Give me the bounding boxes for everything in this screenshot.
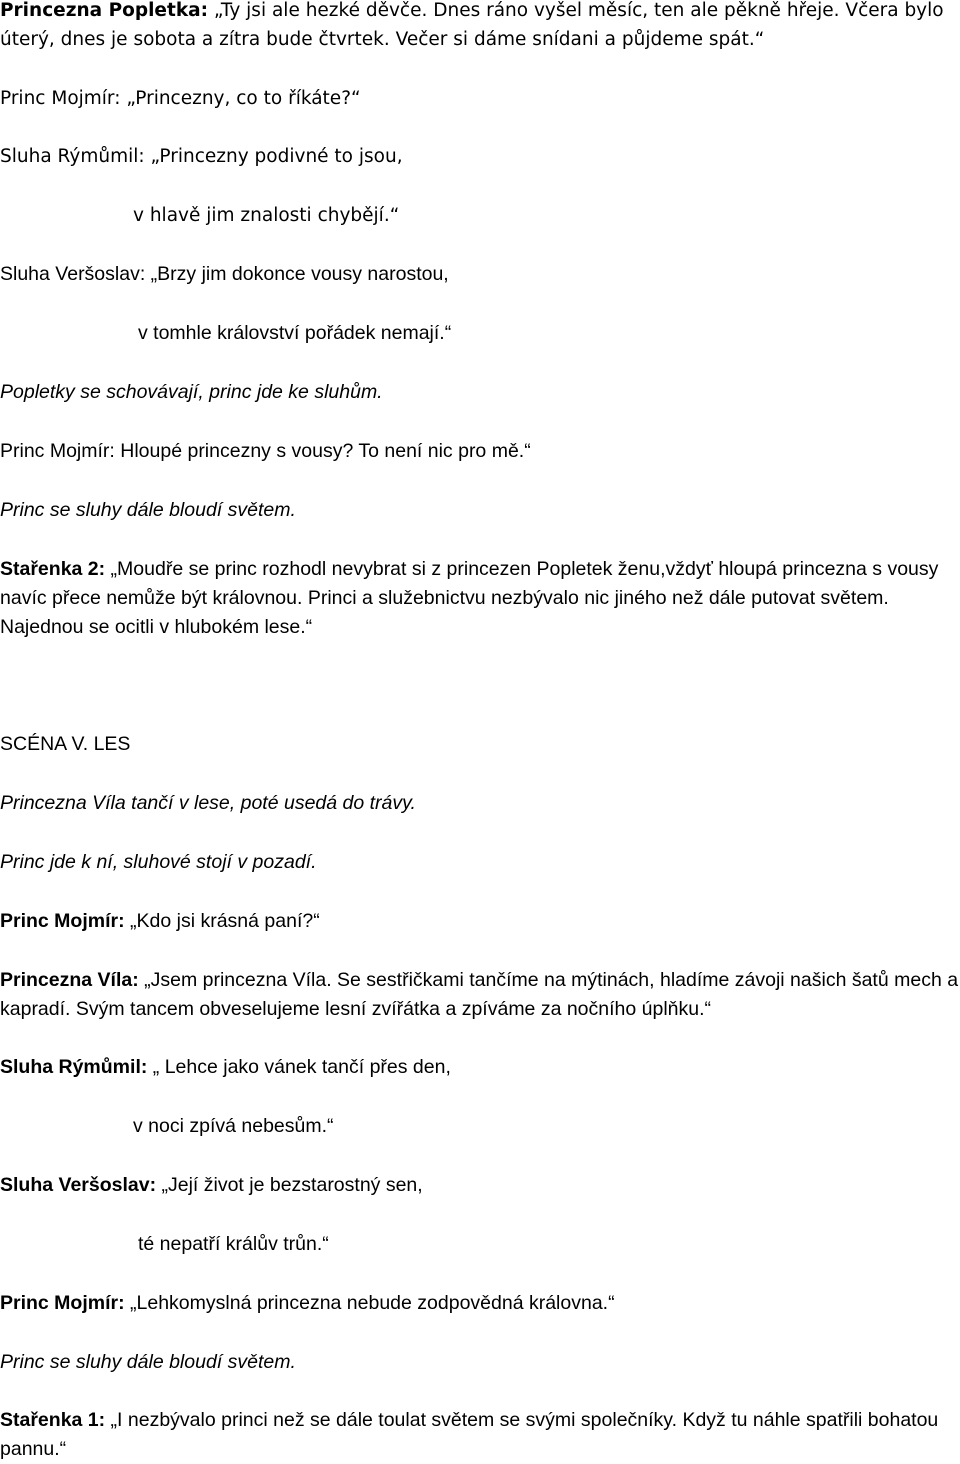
dialogue-line xyxy=(0,1171,960,1200)
line-text: Princ se sluhy dále bloudí světem. xyxy=(0,1351,296,1373)
stage-direction xyxy=(0,1348,960,1377)
line-text: „Princezny, co to říkáte?“ xyxy=(120,88,361,109)
line-text: Popletky se schovávají, princ jde ke sluhům. xyxy=(0,381,383,403)
narration-line xyxy=(0,1406,960,1464)
speaker-name: Princ Mojmír: xyxy=(0,88,121,109)
narration-line xyxy=(0,555,960,642)
speaker-name: Stařenka 2: xyxy=(0,558,106,580)
line-text: „Její život je bezstarostný sen, xyxy=(156,1174,423,1196)
line-text: „I nezbývalo princi než se dále toulat světem se svými společníky. Když tu náhle spatřili bohatou pannu.“ xyxy=(0,1409,939,1460)
speaker-name: Sluha Rýmůmil: xyxy=(0,1056,148,1078)
line-text: Princezna Víla tančí v lese, poté usedá do trávy. xyxy=(0,792,416,814)
line-text: v tomhle království pořádek nemají.“ xyxy=(138,322,452,344)
line-text: „Princezny podivné to jsou, xyxy=(144,146,403,167)
line-text: „Jsem princezna Víla. Se sestřičkami tančíme na mýtinách, hladíme závoji našich šatů mech a kapradí. Svým tancem obveselujeme lesní zvířátka a zpíváme za nočního úplňku.“ xyxy=(0,969,959,1020)
line-text: v noci zpívá nebesům.“ xyxy=(133,1115,334,1137)
dialogue-line xyxy=(0,0,960,54)
speaker-name: Princezna Popletka: xyxy=(0,0,208,21)
stage-direction xyxy=(0,378,960,407)
line-text: „ Lehce jako vánek tančí přes den, xyxy=(147,1056,451,1078)
dialogue-line xyxy=(0,260,960,289)
dialogue-line xyxy=(0,437,960,466)
line-text: „Kdo jsi krásná paní?“ xyxy=(124,910,320,932)
line-text: Hloupé princezny s vousy? To není nic pro mě.“ xyxy=(114,440,531,462)
verse-continuation xyxy=(138,319,960,348)
speaker-name: Stařenka 1: xyxy=(0,1409,106,1431)
dialogue-line xyxy=(0,966,960,1024)
speaker-name: Sluha Veršoslav: xyxy=(0,1174,157,1196)
line-text: „Lehkomyslná princezna nebude zodpovědná královna.“ xyxy=(124,1292,615,1314)
stage-direction xyxy=(0,848,960,877)
line-text: SCÉNA V. LES xyxy=(0,733,131,755)
line-text: Princ se sluhy dále bloudí světem. xyxy=(0,499,296,521)
dialogue-line xyxy=(0,142,960,171)
dialogue-line xyxy=(0,1289,960,1318)
verse-continuation xyxy=(133,201,960,230)
line-text: „Moudře se princ rozhodl nevybrat si z princezen Popletek ženu,vždyť hloupá princezna s vousy navíc přece nemůže být královnou. Princi a služebnictvu nezbývalo nic jiného než dále putovat světem. Najednou se ocitli v hlubokém lese.“ xyxy=(0,558,939,638)
verse-continuation xyxy=(133,1112,960,1141)
speaker-name: Princezna Víla: xyxy=(0,969,139,991)
speaker-name: Princ Mojmír: xyxy=(0,910,125,932)
speaker-name: Sluha Rýmůmil: xyxy=(0,146,145,167)
line-text: v hlavě jim znalosti chybějí.“ xyxy=(133,205,400,226)
line-text: „Ty jsi ale hezké děvče. Dnes ráno vyšel měsíc, ten ale pěkně hřeje. Včera bylo úterý, dnes je sobota a zítra bude čtvrtek. Večer si dáme snídani a půjdeme spát.“ xyxy=(0,0,944,50)
speaker-name: Princ Mojmír: xyxy=(0,1292,125,1314)
speaker-name: Princ Mojmír: xyxy=(0,440,115,462)
stage-direction xyxy=(0,496,960,525)
verse-continuation xyxy=(138,1230,960,1259)
dialogue-line xyxy=(0,907,960,936)
stage-direction xyxy=(0,789,960,818)
line-text: Princ jde k ní, sluhové stojí v pozadí. xyxy=(0,851,317,873)
line-text: „Brzy jim dokonce vousy narostou, xyxy=(145,263,449,285)
dialogue-line xyxy=(0,1053,960,1082)
scene-heading xyxy=(0,730,960,759)
speaker-name: Sluha Veršoslav: xyxy=(0,263,146,285)
dialogue-line xyxy=(0,84,960,113)
line-text: té nepatří králův trůn.“ xyxy=(138,1233,329,1255)
